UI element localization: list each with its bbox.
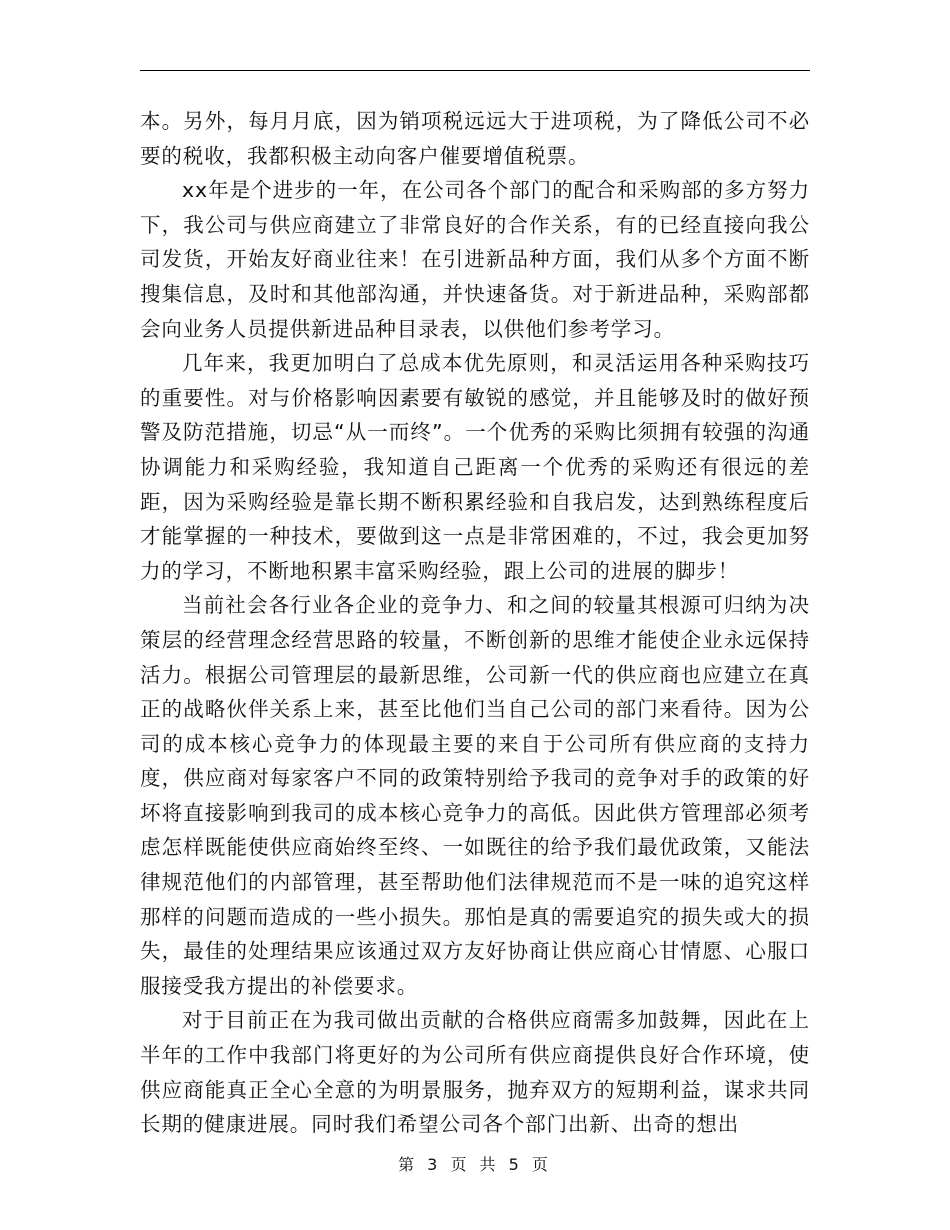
paragraph-5: 对于目前正在为我司做出贡献的合格供应商需多加鼓舞，因此在上半年的工作中我部门将更好的为公司所有供应商提供良好合作环境，使供应商能真正全心全意的为明景服务，抛弃双方的短期利益，谋求共同长期的健康进展。同时我们希望公司各个部门出新、出奇的想出	[140, 1008, 810, 1137]
paragraph-3: 几年来，我更加明白了总成本优先原则，和灵活运用各种采购技巧的重要性。对与价格影响因素要有敏锐的感觉，并且能够及时的做好预警及防范措施，切忌“从一而终”。一个优秀的采购比须拥有较强的沟通协调能力和采购经验，我知道自己距离一个优秀的采购还有很远的差距，因为采购经验是靠长期不断积累经验和自我启发，达到熟练程度后才能掌握的一种技术，要做到这一点是非常困难的，不过，我会更加努力的学习，不断地积累丰富采购经验，跟上公司的进展的脚步！	[140, 351, 810, 583]
body-text	[140, 104, 810, 1142]
paragraph-2: xx年是个进步的一年，在公司各个部门的配合和采购部的多方努力下，我公司与供应商建立了非常良好的合作关系，有的已经直接向我公司发货，开始友好商业往来！在引进新品种方面，我们从多个方面不断搜集信息，及时和其他部沟通，并快速备货。对于新进品种，采购部都会向业务人员提供新进品种目录表，以供他们参考学习。	[140, 178, 810, 341]
page-number-footer: 第 3 页 共 5 页	[398, 1155, 552, 1174]
paragraph-4: 当前社会各行业各企业的竞争力、和之间的较量其根源可归纳为决策层的经营理念经营思路的较量，不断创新的思维才能使企业永远保持活力。根据公司管理层的最新思维，公司新一代的供应商也应建立在真正的战略伙伴关系上来，甚至比他们当自己公司的部门来看待。因为公司的成本核心竞争力的体现最主要的来自于公司所有供应商的支持力度，供应商对每家客户不同的政策特别给予我司的竞争对手的政策的好坏将直接影响到我司的成本核心竞争力的高低。因此供方管理部必须考虑怎样既能使供应商始终至终、一如既往的给予我们最优政策，又能法律规范他们的内部管理，甚至帮助他们法律规范而不是一味的追究这样那样的问题而造成的一些小损失。那怕是真的需要追究的损失或大的损失，最佳的处理结果应该通过双方友好协商让供应商心甘情愿、心服口服接受我方提出的补偿要求。	[140, 593, 810, 998]
header-rule	[140, 70, 810, 71]
paragraph-1: 本。另外，每月月底，因为销项税远远大于进项税，为了降低公司不必要的税收，我都积极主动向客户催要增值税票。	[140, 109, 810, 168]
